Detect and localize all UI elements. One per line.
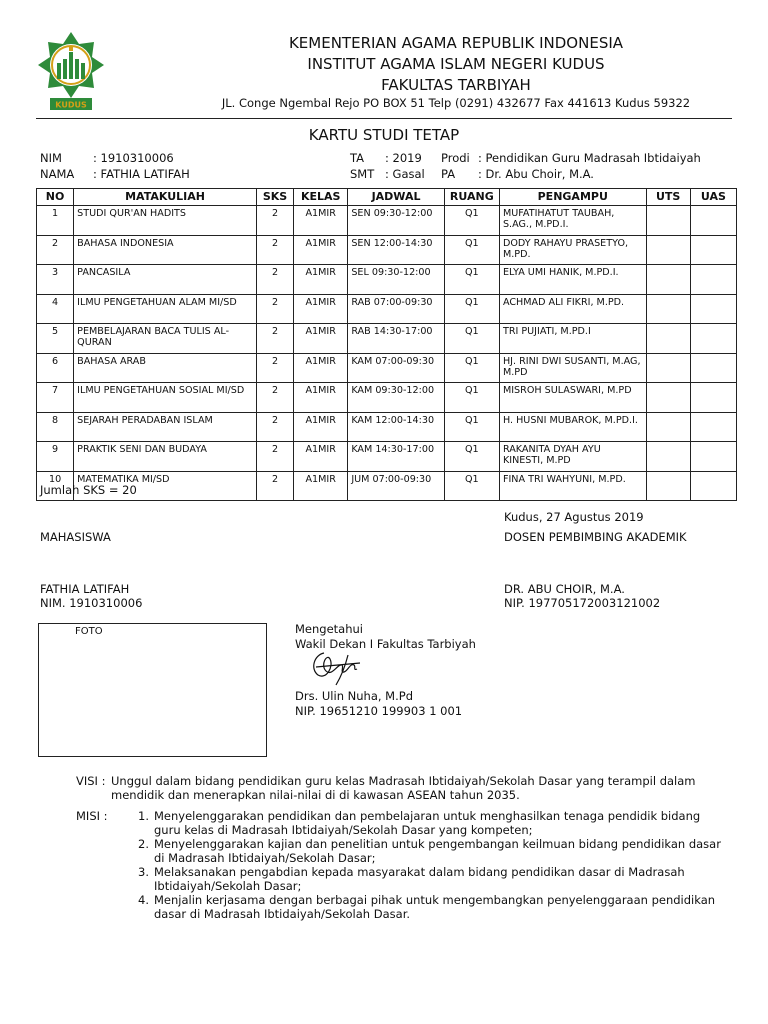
table-row [37, 353, 737, 383]
table-cell: FINA TRI WAHYUNI, M.PD. [499, 471, 646, 501]
table-cell: RAB 14:30-17:00 [348, 324, 444, 354]
table-cell: ILMU PENGETAHUAN SOSIAL MI/SD [74, 383, 257, 413]
column-header: PENGAMPU [499, 189, 646, 206]
wakil-dekan-title: Wakil Dekan I Fakultas Tarbiyah [295, 637, 476, 651]
table-cell: A1MIR [294, 206, 348, 236]
table-cell: 2 [256, 206, 293, 236]
table-row [37, 324, 737, 354]
table-row [37, 235, 737, 265]
table-cell: A1MIR [294, 324, 348, 354]
table-cell [646, 235, 690, 265]
table-cell: 2 [256, 383, 293, 413]
table-cell: Q1 [444, 353, 499, 383]
table-cell: 4 [37, 294, 74, 324]
table-cell [646, 442, 690, 472]
nim-value: : 1910310006 [93, 151, 174, 165]
table-cell: HJ. RINI DWI SUSANTI, M.AG, M.PD [499, 353, 646, 383]
table-cell [690, 235, 736, 265]
table-cell: KAM 09:30-12:00 [348, 383, 444, 413]
visi-label: VISI : [76, 774, 106, 788]
table-cell: RAKANITA DYAH AYU KINESTI, M.PD [499, 442, 646, 472]
misi-text: Menjalin kerjasama dengan berbagai pihak untuk mengembangkan penyelenggaraan pendidikan dasar di Madrasah Ibtidaiyah/Sekolah Dasar. [154, 893, 716, 921]
table-cell: 9 [37, 442, 74, 472]
table-cell: A1MIR [294, 442, 348, 472]
table-cell [690, 442, 736, 472]
table-cell: 5 [37, 324, 74, 354]
column-header: MATAKULIAH [74, 189, 257, 206]
table-cell: A1MIR [294, 383, 348, 413]
table-cell: H. HUSNI MUBAROK, M.PD.I. [499, 412, 646, 442]
table-cell: ACHMAD ALI FIKRI, M.PD. [499, 294, 646, 324]
table-cell: Q1 [444, 442, 499, 472]
misi-list [138, 809, 729, 921]
table-cell: JUM 07:00-09:30 [348, 471, 444, 501]
table-cell: TRI PUJIATI, M.PD.I [499, 324, 646, 354]
table-row [37, 383, 737, 413]
table-cell [690, 353, 736, 383]
faculty-name: FAKULTAS TARBIYAH [381, 76, 531, 94]
table-cell: 2 [256, 353, 293, 383]
list-item [138, 893, 729, 921]
table-cell: 2 [256, 294, 293, 324]
table-cell [646, 265, 690, 295]
table-cell: 2 [256, 324, 293, 354]
pa-label: PA [441, 167, 456, 181]
prodi-label: Prodi [441, 151, 470, 165]
table-cell: A1MIR [294, 471, 348, 501]
table-cell: MISROH SULASWARI, M.PD [499, 383, 646, 413]
iain-kudus-emblem-icon [36, 30, 106, 114]
table-cell: A1MIR [294, 294, 348, 324]
table-cell: A1MIR [294, 235, 348, 265]
table-cell: STUDI QUR'AN HADITS [74, 206, 257, 236]
list-item [138, 865, 729, 893]
mahasiswa-name: FATHIA LATIFAH [40, 582, 130, 596]
table-cell: 1 [37, 206, 74, 236]
table-cell: KAM 14:30-17:00 [348, 442, 444, 472]
table-header-row [37, 189, 737, 206]
photo-box [38, 623, 267, 757]
table-cell: 2 [256, 471, 293, 501]
misi-number: 2. [138, 837, 149, 851]
table-cell: Q1 [444, 471, 499, 501]
table-cell [646, 471, 690, 501]
table-cell: Q1 [444, 206, 499, 236]
table-cell: SEL 09:30-12:00 [348, 265, 444, 295]
misi-text: Menyelenggarakan kajian dan penelitian untuk pengembangan keilmuan bidang pendidikan dasar di Madrasah Ibtidaiyah/Sekolah Dasar; [154, 837, 721, 865]
table-cell: MUFATIHATUT TAUBAH, S.AG., M.PD.I. [499, 206, 646, 236]
table-cell [690, 294, 736, 324]
table-cell [646, 383, 690, 413]
table-cell: A1MIR [294, 412, 348, 442]
table-cell [646, 353, 690, 383]
misi-number: 4. [138, 893, 149, 907]
list-item [138, 837, 729, 865]
nim-label: NIM [40, 151, 62, 165]
column-header: RUANG [444, 189, 499, 206]
wakil-dekan-nip: NIP. 19651210 199903 1 001 [295, 704, 463, 718]
column-header: JADWAL [348, 189, 444, 206]
mahasiswa-nim: NIM. 1910310006 [40, 596, 143, 610]
photo-label: FOTO [75, 626, 103, 637]
table-cell: ELYA UMI HANIK, M.PD.I. [499, 265, 646, 295]
table-cell: RAB 07:00-09:30 [348, 294, 444, 324]
dosen-label: DOSEN PEMBIMBING AKADEMIK [504, 530, 687, 544]
signature-icon [308, 647, 364, 687]
table-cell [690, 471, 736, 501]
mengetahui-label: Mengetahui [295, 622, 363, 636]
table-cell [690, 324, 736, 354]
column-header: KELAS [294, 189, 348, 206]
table-row [37, 412, 737, 442]
table-cell: Q1 [444, 235, 499, 265]
list-item [138, 809, 729, 837]
misi-text: Melaksanakan pengabdian kepada masyarakat dalam bidang pendidikan dasar di Madrasah Ibtidaiyah/Sekolah Dasar; [154, 865, 685, 893]
table-cell: Q1 [444, 265, 499, 295]
table-cell: 7 [37, 383, 74, 413]
smt-value: : Gasal [385, 167, 425, 181]
column-header: SKS [256, 189, 293, 206]
smt-label: SMT [350, 167, 375, 181]
table-row [37, 294, 737, 324]
visi-text: Unggul dalam bidang pendidikan guru kelas Madrasah Ibtidaiyah/Sekolah Dasar yang terampil dalam mendidik dan menerapkan nilai-nilai di di kawasan ASEAN tahun 2035. [111, 774, 696, 802]
table-cell: Q1 [444, 412, 499, 442]
table-cell: SEN 09:30-12:00 [348, 206, 444, 236]
table-cell [690, 383, 736, 413]
table-cell: Q1 [444, 324, 499, 354]
table-cell: BAHASA ARAB [74, 353, 257, 383]
table-cell: Q1 [444, 294, 499, 324]
table-cell: 2 [37, 235, 74, 265]
table-cell: A1MIR [294, 265, 348, 295]
table-cell: 6 [37, 353, 74, 383]
table-cell: PANCASILA [74, 265, 257, 295]
pa-value: : Dr. Abu Choir, M.A. [478, 167, 594, 181]
table-cell: PRAKTIK SENI DAN BUDAYA [74, 442, 257, 472]
table-row [37, 206, 737, 236]
table-cell [646, 294, 690, 324]
table-cell: 2 [256, 442, 293, 472]
course-table [36, 188, 737, 501]
nama-label: NAMA [40, 167, 75, 181]
total-sks: Jumlah SKS = 20 [40, 483, 137, 497]
table-cell: PEMBELAJARAN BACA TULIS AL-QURAN [74, 324, 257, 354]
table-cell: SEJARAH PERADABAN ISLAM [74, 412, 257, 442]
table-cell [690, 265, 736, 295]
table-cell: ILMU PENGETAHUAN ALAM MI/SD [74, 294, 257, 324]
place-date: Kudus, 27 Agustus 2019 [504, 510, 644, 524]
table-cell: Q1 [444, 383, 499, 413]
table-cell [646, 412, 690, 442]
table-row [37, 442, 737, 472]
table-cell [690, 412, 736, 442]
table-cell [646, 324, 690, 354]
dosen-name: DR. ABU CHOIR, M.A. [504, 582, 625, 596]
table-row [37, 471, 737, 501]
ta-value: : 2019 [385, 151, 422, 165]
table-cell: A1MIR [294, 353, 348, 383]
table-cell: BAHASA INDONESIA [74, 235, 257, 265]
table-cell: 2 [256, 235, 293, 265]
nama-value: : FATHIA LATIFAH [93, 167, 190, 181]
institute-name: INSTITUT AGAMA ISLAM NEGERI KUDUS [307, 55, 605, 73]
table-cell: DODY RAHAYU PRASETYO, M.PD. [499, 235, 646, 265]
prodi-value: : Pendidikan Guru Madrasah Ibtidaiyah [478, 151, 701, 165]
misi-number: 3. [138, 865, 149, 879]
table-cell: 3 [37, 265, 74, 295]
ministry-name: KEMENTERIAN AGAMA REPUBLIK INDONESIA [288, 34, 624, 52]
wakil-dekan-name: Drs. Ulin Nuha, M.Pd [295, 689, 413, 703]
ta-label: TA [350, 151, 364, 165]
table-row [37, 265, 737, 295]
column-header: NO [37, 189, 74, 206]
institute-address: JL. Conge Ngembal Rejo PO BOX 51 Telp (0291) 432677 Fax 441613 Kudus 59322 [221, 96, 691, 110]
mahasiswa-label: MAHASISWA [40, 530, 111, 544]
table-cell: 2 [256, 265, 293, 295]
page-title: KARTU STUDI TETAP [308, 126, 460, 144]
header-divider [36, 118, 732, 119]
table-cell: 2 [256, 412, 293, 442]
table-cell: KAM 07:00-09:30 [348, 353, 444, 383]
table-cell [690, 206, 736, 236]
table-cell: MATEMATIKA MI/SD [74, 471, 257, 501]
table-cell: SEN 12:00-14:30 [348, 235, 444, 265]
misi-text: Menyelenggarakan pendidikan dan pembelajaran untuk menghasilkan tenaga pendidik bidang guru kelas di Madrasah Ibtidaiyah/Sekolah Dasar yang kompeten; [154, 809, 701, 837]
svg-text:KUDUS: KUDUS [55, 100, 87, 110]
misi-number: 1. [138, 809, 149, 823]
column-header: UAS [690, 189, 736, 206]
table-cell [646, 206, 690, 236]
table-cell: 8 [37, 412, 74, 442]
table-cell: 10 [37, 471, 74, 501]
misi-label: MISI : [76, 809, 108, 823]
column-header: UTS [646, 189, 690, 206]
table-cell: KAM 12:00-14:30 [348, 412, 444, 442]
dosen-nip: NIP. 197705172003121002 [504, 596, 661, 610]
